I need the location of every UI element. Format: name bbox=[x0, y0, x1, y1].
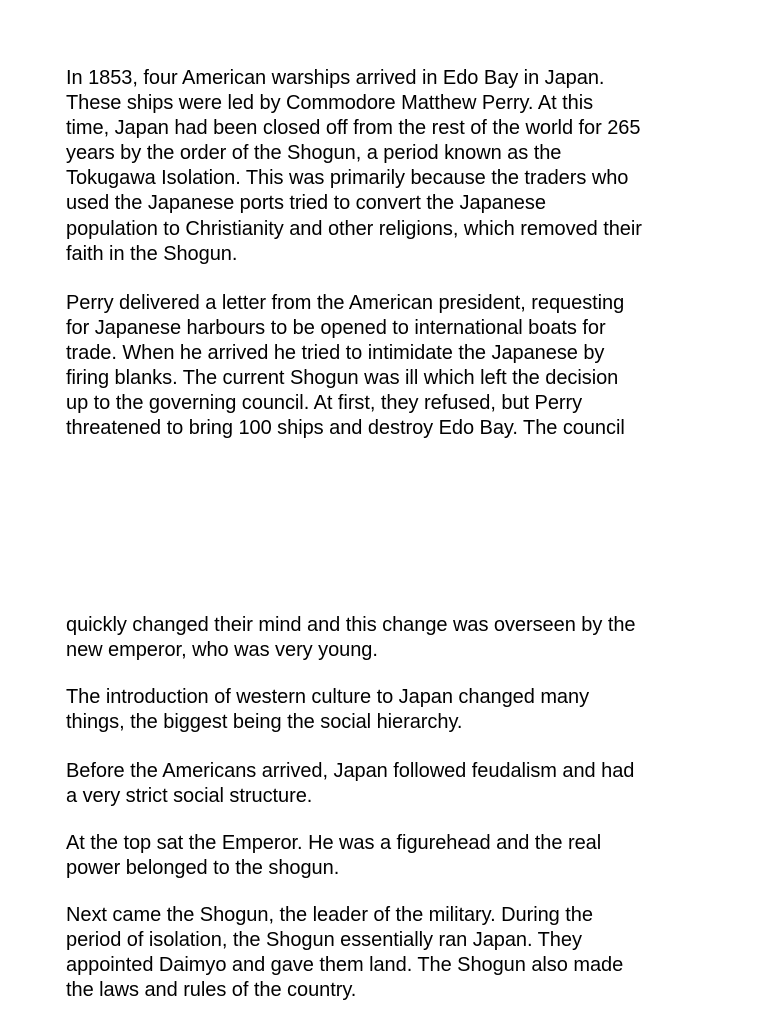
paragraph-feudalism bbox=[66, 759, 726, 809]
paragraph-shogun bbox=[66, 903, 726, 1003]
paragraph-perry-letter bbox=[66, 291, 726, 442]
text-line: At the top sat the Emperor. He was a figurehead and the real bbox=[66, 832, 602, 854]
text-line: appointed Daimyo and gave them land. The Shogun also made bbox=[66, 954, 624, 977]
text-line: Perry delivered a letter from the American president, requesting bbox=[66, 292, 625, 314]
text-line: for Japanese harbours to be opened to international boats for bbox=[66, 317, 606, 340]
text-line: The introduction of western culture to Japan changed many bbox=[66, 686, 590, 708]
text-line: Tokugawa Isolation. This was primarily because the traders who bbox=[66, 167, 629, 190]
text-line: These ships were led by Commodore Matthew Perry. At this bbox=[66, 92, 594, 115]
paragraph-council-decision bbox=[66, 613, 726, 663]
text-line: used the Japanese ports tried to convert the Japanese bbox=[66, 192, 546, 215]
text-line: faith in the Shogun. bbox=[66, 242, 238, 265]
paragraph-perry-arrival bbox=[66, 66, 726, 267]
text-line: things, the biggest being the social hierarchy. bbox=[66, 711, 463, 734]
text-line: years by the order of the Shogun, a period known as the bbox=[66, 142, 562, 165]
text-line: new emperor, who was very young. bbox=[66, 639, 378, 662]
text-line: Before the Americans arrived, Japan followed feudalism and had bbox=[66, 760, 635, 782]
text-line: Next came the Shogun, the leader of the military. During the bbox=[66, 904, 593, 926]
text-line: time, Japan had been closed off from the rest of the world for 265 bbox=[66, 117, 641, 140]
text-line: power belonged to the shogun. bbox=[66, 857, 340, 880]
text-line: up to the governing council. At first, they refused, but Perry bbox=[66, 392, 583, 415]
text-line: threatened to bring 100 ships and destroy Edo Bay. The council bbox=[66, 417, 625, 440]
text-line: population to Christianity and other religions, which removed their bbox=[66, 217, 642, 240]
text-line: a very strict social structure. bbox=[66, 785, 313, 808]
text-line: firing blanks. The current Shogun was ill which left the decision bbox=[66, 367, 619, 390]
text-line: the laws and rules of the country. bbox=[66, 979, 357, 1002]
text-line: trade. When he arrived he tried to intimidate the Japanese by bbox=[66, 342, 605, 365]
paragraph-emperor bbox=[66, 831, 726, 881]
text-line: period of isolation, the Shogun essentially ran Japan. They bbox=[66, 929, 582, 952]
paragraph-western-culture bbox=[66, 685, 726, 735]
text-line: In 1853, four American warships arrived in Edo Bay in Japan. bbox=[66, 67, 605, 89]
text-line: quickly changed their mind and this change was overseen by the bbox=[66, 614, 636, 636]
